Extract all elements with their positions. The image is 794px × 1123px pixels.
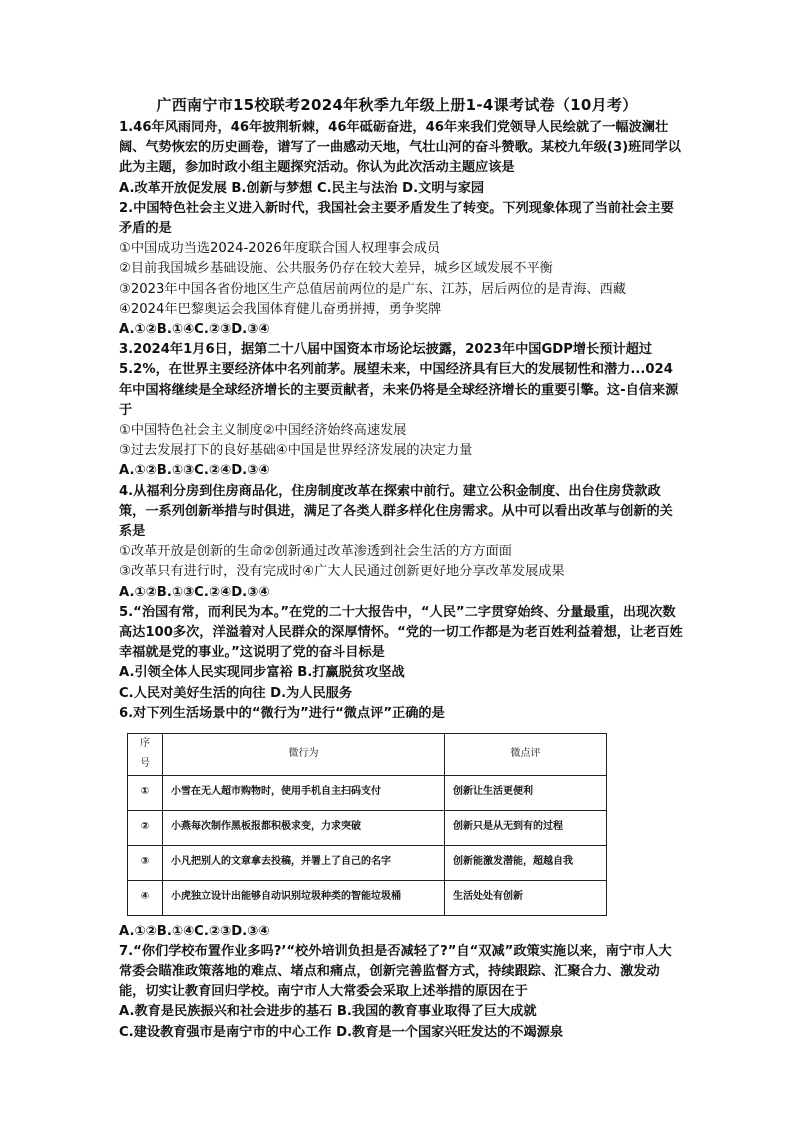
question-4-item: ③改革只有进行时，没有完成时④广大人民通过创新更好地分享改革发展成果 (119, 564, 565, 580)
question-5-options: A.引领全体人民实现同步富裕 B.打赢脱贫攻坚战 (119, 665, 405, 681)
question-1-stem: 1.46年风雨同舟，46年披荆斩棘，46年砥砺奋进，46年来我们党领导人民绘就了一幅波澜壮阔、气势恢宏的历史画卷，谱写了一曲感动天地，气壮山河的奋斗赞歌。某校九年级(3)班同学以此为主题，参加时政小组主题探究活动。你认为此次活动主题应该是 (119, 120, 681, 176)
question-5-stem: 5.“治国有常，而利民为本。”在党的二十大报告中，“人民”二字贯穿始终、分量最重，出现次数高达100多次，洋溢着对人民群众的深厚情怀。“党的一切工作都是为老百姓利益着想，让老百姓幸福就是党的事业。”这说明了党的奋斗目标是 (119, 604, 683, 661)
question-4-item: ①改革开放是创新的生命②创新通过改革渗透到社会生活的方方面面 (119, 544, 512, 560)
table-cell-index: ④ (128, 880, 163, 915)
question-2-item: ③2023年中国各省份地区生产总值居前两位的是广东、江苏，居后两位的是青海、西藏 (119, 281, 626, 297)
question-3-stem: 3.2024年1月6日，据第二十八届中国资本市场论坛披露，2023年中国GDP增长预计超过5.2%，在世界主要经济体中名列前茅。展望未来，中国经济具有巨大的发展韧性和潜力...024年中国将继续是全球经济增长的主要贡献者，未来仍将是全球经济增长的重要引擎。这-自信来源于 (119, 342, 679, 418)
table-header-row (128, 734, 607, 775)
question-6-stem: 6.对下列生活场景中的“微行为”进行“微点评”正确的是 (119, 705, 445, 721)
table-cell-comment: 创新只是从无到有的过程 (445, 810, 607, 845)
table-cell-comment: 创新让生活更便利 (445, 775, 607, 810)
question-6-options: A.①②B.①④C.②③D.③④ (119, 923, 270, 939)
question-2-stem: 2.中国特色社会主义进入新时代，我国社会主要矛盾发生了转变。下列现象体现了当前社会主要矛盾的是 (119, 200, 674, 237)
question-3-item: ①中国特色社会主义制度②中国经济始终高速发展 (119, 423, 407, 439)
table-cell-index: ① (128, 775, 163, 810)
question-3-item: ③过去发展打下的良好基础④中国是世界经济发展的决定力量 (119, 443, 473, 459)
question-2-item: ②目前我国城乡基础设施、公共服务仍存在较大差异，城乡区域发展不平衡 (119, 261, 553, 277)
table-cell-comment: 生活处处有创新 (445, 880, 607, 915)
question-5-options: C.人民对美好生活的向往 D.为人民服务 (119, 685, 353, 701)
exam-content (119, 118, 684, 1043)
table-cell-behavior: 小凡把别人的文章拿去投稿，并署上了自己的名字 (163, 845, 445, 880)
question-4-options: A.①②B.①③C.②④D.③④ (119, 584, 270, 600)
question-1-options: A.改革开放促发展 B.创新与梦想 C.民主与法治 D.文明与家园 (119, 180, 485, 196)
table-cell-index: ③ (128, 845, 163, 880)
table-header-cell: 微行为 (163, 734, 445, 775)
table-header-cell: 微点评 (445, 734, 607, 775)
question-7-options: A.教育是民族振兴和社会进步的基石 B.我国的教育事业取得了巨大成就 (119, 1004, 537, 1020)
table-cell-behavior: 小雪在无人超市购物时，使用手机自主扫码支付 (163, 775, 445, 810)
table-cell-behavior: 小虎独立设计出能够自动识别垃圾种类的智能垃圾桶 (163, 880, 445, 915)
table-row (128, 810, 607, 845)
question-2-item: ④2024年巴黎奥运会我国体育健儿奋勇拼搏，勇争奖牌 (119, 301, 442, 317)
question-3-options: A.①②B.①③C.②④D.③④ (119, 463, 270, 479)
question-2-item: ①中国成功当选2024-2026年度联合国人权理事会成员 (119, 241, 441, 257)
table-cell-comment: 创新能激发潜能，超越自我 (445, 845, 607, 880)
question-7-options: C.建设教育强市是南宁市的中心工作 D.教育是一个国家兴旺发达的不竭源泉 (119, 1024, 564, 1040)
question-4-stem: 4.从福利分房到住房商品化，住房制度改革在探索中前行。建立公积金制度、出台住房贷款政策，一系列创新举措与时俱进，满足了各类人群多样化住房需求。从中可以看出改革与创新的关系是 (119, 483, 673, 540)
table-cell-index: ② (128, 810, 163, 845)
micro-behavior-table-wrap (127, 733, 607, 915)
question-2-options: A.①②B.①④C.②③D.③④ (119, 322, 270, 338)
page-title: 广西南宁市15校联考2024年秋季九年级上册1-4课考试卷（10月考） (156, 96, 638, 114)
micro-behavior-table (127, 733, 607, 915)
table-cell-behavior: 小燕每次制作黑板报都积极求变，力求突破 (163, 810, 445, 845)
table-header-cell: 序号 (128, 734, 163, 775)
table-row (128, 845, 607, 880)
question-7-stem: 7.“你们学校布置作业多吗?’“校外培训负担是否减轻了?”自“双减”政策实施以来，南宁市人大常委会瞄准政策落地的难点、堵点和痛点，创新完善监督方式，持续跟踪、汇聚合力、激发动能，切实让教育回归学校。南宁市人大常委会采取上述举措的原因在于 (119, 943, 672, 1000)
table-row (128, 775, 607, 810)
table-row (128, 880, 607, 915)
